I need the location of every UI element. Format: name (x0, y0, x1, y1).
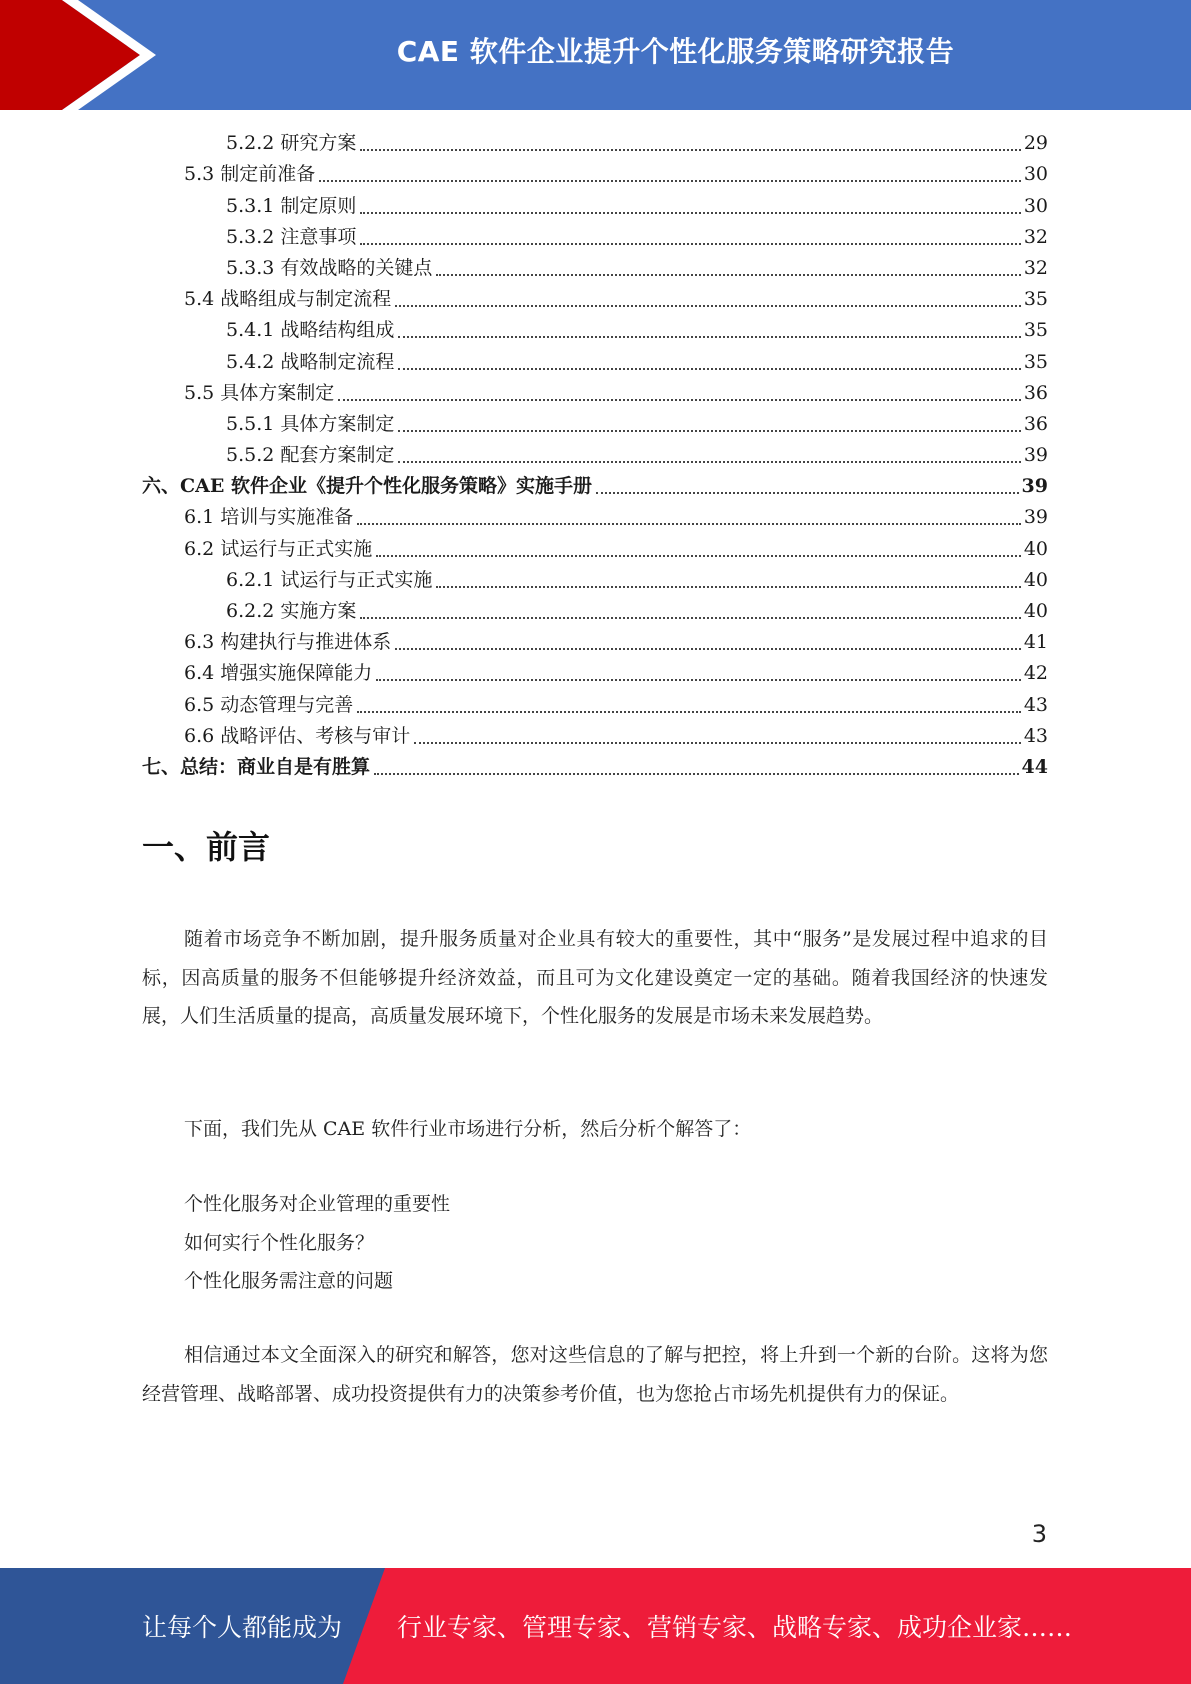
toc-entry-page: 39 (1023, 506, 1048, 529)
toc-entry-label: 5.2.2 研究方案 (226, 132, 357, 155)
toc-entry[interactable] (142, 752, 1048, 783)
toc-dot-leader (338, 399, 1021, 401)
toc-entry[interactable] (142, 315, 1048, 346)
section-heading: 一、前言 (142, 828, 271, 866)
toc-entry[interactable] (142, 565, 1048, 596)
toc-dot-leader (360, 212, 1020, 214)
toc-dot-leader (374, 773, 1019, 775)
toc-entry[interactable] (142, 689, 1048, 720)
toc-entry-label: 5.3.1 制定原则 (226, 194, 357, 217)
toc-entry-page: 36 (1023, 412, 1048, 435)
page-header (0, 0, 1191, 110)
toc-dot-leader (436, 274, 1020, 276)
toc-entry-label: 5.5 具体方案制定 (184, 381, 335, 404)
toc-dot-leader (395, 648, 1021, 650)
toc-entry[interactable] (142, 159, 1048, 190)
toc-dot-leader (398, 368, 1020, 370)
toc-dot-leader (376, 555, 1021, 557)
toc-entry-label: 6.2 试运行与正式实施 (184, 537, 373, 560)
table-of-contents (142, 128, 1048, 783)
toc-entry[interactable] (142, 409, 1048, 440)
toc-entry[interactable] (142, 222, 1048, 253)
toc-entry-page: 30 (1023, 163, 1048, 186)
toc-entry-label: 5.3 制定前准备 (184, 163, 316, 186)
toc-entry[interactable] (142, 440, 1048, 471)
toc-dot-leader (398, 461, 1020, 463)
toc-entry-label: 6.5 动态管理与完善 (184, 693, 354, 716)
list-item: 个性化服务对企业管理的重要性 (184, 1193, 451, 1215)
toc-entry[interactable] (142, 253, 1048, 284)
toc-dot-leader (360, 149, 1020, 151)
toc-entry-label: 6.4 增强实施保障能力 (184, 662, 373, 685)
toc-entry-label: 5.4.1 战略结构组成 (226, 319, 395, 342)
toc-entry-label: 七、总结：商业自是有胜算 (142, 755, 371, 778)
toc-entry-page: 43 (1023, 724, 1048, 747)
toc-entry-label: 5.4.2 战略制定流程 (226, 350, 395, 373)
toc-dot-leader (395, 305, 1021, 307)
toc-entry[interactable] (142, 346, 1048, 377)
toc-entry-label: 5.3.3 有效战略的关键点 (226, 256, 433, 279)
toc-entry-page: 36 (1023, 381, 1048, 404)
toc-entry-page: 40 (1023, 537, 1048, 560)
toc-entry-page: 35 (1023, 319, 1048, 342)
list-item: 如何实行个性化服务？ (184, 1231, 375, 1254)
toc-dot-leader (319, 180, 1021, 182)
toc-dot-leader (436, 586, 1020, 588)
toc-entry-page: 39 (1021, 475, 1048, 498)
topic-list (184, 1185, 450, 1301)
toc-entry[interactable] (142, 190, 1048, 221)
toc-dot-leader (360, 243, 1020, 245)
chevron-decoration-icon (0, 0, 170, 110)
toc-entry-label: 6.6 战略评估、考核与审计 (184, 724, 411, 747)
toc-entry[interactable] (142, 378, 1048, 409)
toc-entry[interactable] (142, 721, 1048, 752)
toc-dot-leader (398, 336, 1020, 338)
toc-entry-label: 5.5.2 配套方案制定 (226, 444, 395, 467)
toc-entry[interactable] (142, 284, 1048, 315)
footer-slogan-right: 行业专家、管理专家、营销专家、战略专家、成功企业家…… (397, 1613, 1073, 1642)
toc-entry-page: 39 (1023, 444, 1048, 467)
toc-entry-page: 35 (1023, 350, 1048, 373)
analysis-paragraph: 下面，我们先从 CAE 软件行业市场进行分析，然后分析个解答了： (184, 1118, 752, 1140)
toc-entry-page: 42 (1023, 662, 1048, 685)
toc-entry-page: 29 (1023, 132, 1048, 155)
toc-entry-page: 40 (1023, 600, 1048, 622)
toc-entry-page: 43 (1023, 693, 1048, 716)
toc-dot-leader (360, 617, 1020, 619)
toc-entry-label: 6.1 培训与实施准备 (184, 506, 354, 529)
toc-entry-page: 35 (1023, 288, 1048, 311)
toc-entry-page: 44 (1021, 755, 1048, 778)
toc-entry-page: 41 (1023, 631, 1048, 654)
toc-entry-page: 32 (1023, 225, 1048, 248)
page-number: 3 (1031, 1520, 1047, 1548)
toc-dot-leader (414, 742, 1021, 744)
intro-paragraph: 随着市场竞争不断加剧，提升服务质量对企业具有较大的重要性，其中“服务”是发展过程中追求的目标，因高质量的服务不但能够提升经济效益，而且可为文化建设奠定一定的基础。随着我国经济的快速发展，人们生活质量的提高，高质量发展环境下，个性化服务的发展是市场未来发展趋势。 (142, 928, 1048, 1027)
toc-entry[interactable] (142, 627, 1048, 658)
toc-entry[interactable] (142, 471, 1048, 502)
toc-entry-page: 32 (1023, 256, 1048, 279)
list-item: 个性化服务需注意的问题 (184, 1270, 394, 1292)
toc-entry-label: 5.3.2 注意事项 (226, 225, 357, 248)
toc-entry-label: 六、CAE 软件企业《提升个性化服务策略》实施手册 (142, 475, 592, 498)
toc-entry-page: 40 (1023, 568, 1048, 591)
toc-entry[interactable] (142, 658, 1048, 689)
toc-entry-label: 5.5.1 具体方案制定 (226, 412, 395, 435)
toc-entry[interactable] (142, 533, 1048, 564)
toc-entry[interactable] (142, 128, 1048, 159)
toc-entry[interactable] (142, 502, 1048, 533)
toc-dot-leader (357, 711, 1021, 713)
toc-entry[interactable] (142, 596, 1048, 627)
toc-entry-label: 6.3 构建执行与推进体系 (184, 631, 392, 654)
toc-dot-leader (398, 430, 1020, 432)
toc-entry-label: 6.2.1 试运行与正式实施 (226, 568, 433, 591)
toc-entry-label: 5.4 战略组成与制定流程 (184, 288, 392, 311)
toc-dot-leader (376, 679, 1021, 681)
document-title: CAE 软件企业提升个性化服务策略研究报告 (396, 35, 955, 68)
toc-dot-leader (357, 523, 1021, 525)
page-footer (0, 1568, 1191, 1684)
toc-entry-label: 6.2.2 实施方案 (226, 600, 357, 622)
toc-dot-leader (596, 492, 1019, 494)
closing-paragraph: 相信通过本文全面深入的研究和解答，您对这些信息的了解与把控，将上升到一个新的台阶。这将为您经营管理、战略部署、成功投资提供有力的决策参考价值，也为您抢占市场先机提供有力的保证。 (142, 1344, 1048, 1405)
toc-entry-page: 30 (1023, 194, 1048, 217)
footer-slogan-left: 让每个人都能成为 (142, 1613, 343, 1642)
